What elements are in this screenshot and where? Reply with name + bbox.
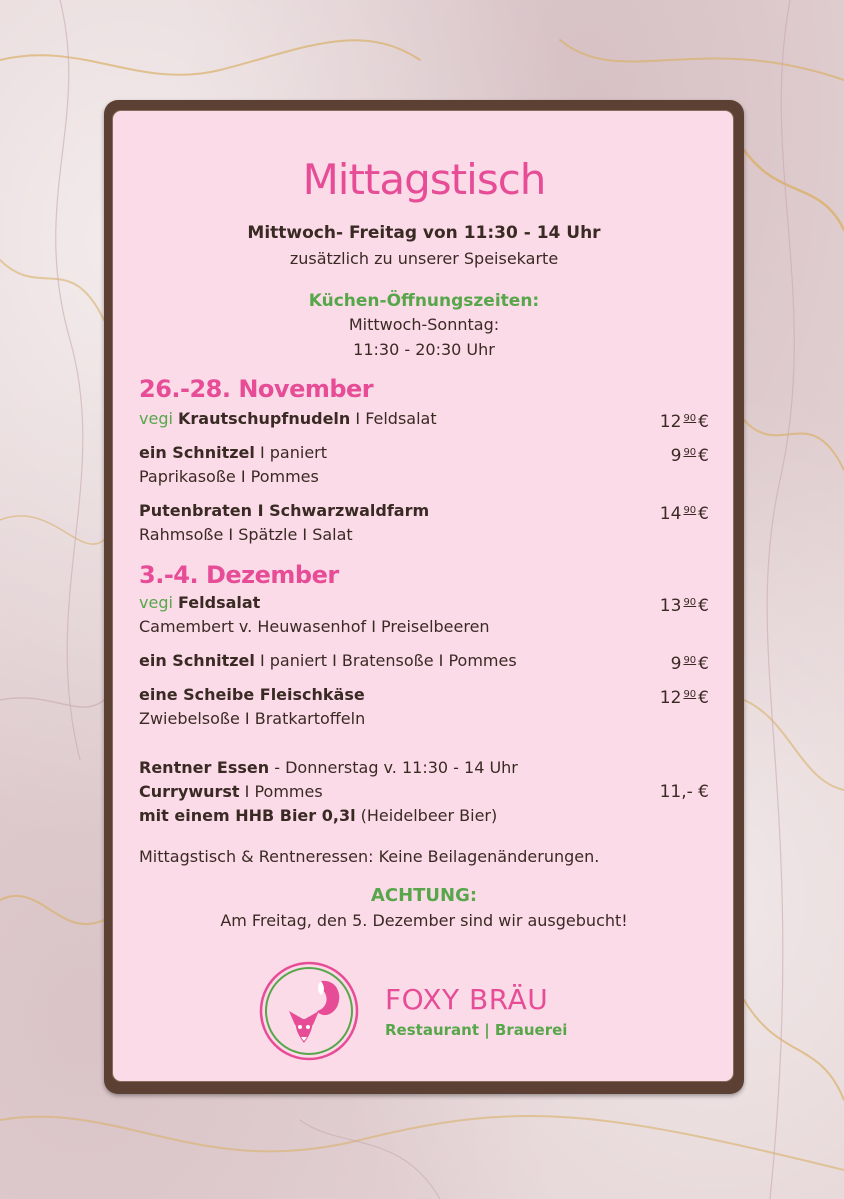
rentner-extra-note: (Heidelbeer Bier) [355, 806, 498, 825]
dish-sides: I Feldsalat [350, 409, 437, 428]
dish-price: 12 $^{90}$ € [659, 412, 709, 432]
page-title: Mittagstisch [302, 155, 546, 204]
dish-description: Camembert v. Heuwasenhof I Preiselbeeren [139, 617, 490, 636]
kitchen-hours-heading: Küchen-Öffnungszeiten: [308, 291, 540, 311]
achtung-heading: ACHTUNG: [370, 885, 478, 906]
dish-sides: I Pommes [239, 782, 323, 801]
dish-name: Krautschupfnudeln [178, 409, 351, 428]
dish-name: Feldsalat [178, 593, 261, 612]
dish-description: Paprikasoße I Pommes [139, 467, 319, 486]
dish-price: 9 $^{90}$ € [670, 446, 709, 466]
dish-price: 12 $^{90}$ € [659, 688, 709, 708]
menu-item [139, 683, 709, 731]
rentner-hours: - Donnerstag v. 11:30 - 14 Uhr [269, 758, 518, 777]
dish-price: 9 $^{90}$ € [670, 654, 709, 674]
dish-name: Currywurst [139, 782, 240, 801]
dish-price: 14 $^{90}$ € [659, 504, 709, 524]
dish-name: ein Schnitzel [139, 651, 255, 670]
kitchen-days: Mittwoch-Sonntag: [348, 315, 500, 334]
dish-price: 13 $^{90}$ € [659, 596, 709, 616]
kitchen-hours: 11:30 - 20:30 Uhr [353, 340, 495, 359]
dish-price: 11,- € [659, 782, 709, 802]
menu-item [139, 407, 709, 431]
rentner-extra: mit einem HHB Bier 0,3l [139, 806, 356, 825]
vegi-label: vegi [139, 409, 178, 428]
menu-card [112, 110, 734, 1082]
menu-item [139, 649, 709, 673]
dish-name: eine Scheibe Fleischkäse [139, 685, 365, 704]
lunch-hours: Mittwoch- Freitag von 11:30 - 14 Uhr [247, 223, 601, 243]
brand-subtitle: Restaurant | Brauerei [385, 1021, 568, 1039]
fox-logo-icon [259, 961, 359, 1061]
week2-date: 3.-4. Dezember [139, 561, 339, 589]
dish-name: ein Schnitzel [139, 443, 255, 462]
brand-name: FOXY BRÄU [385, 983, 549, 1016]
rentner-heading: Rentner Essen [139, 758, 270, 777]
dish-sides: I paniert [254, 443, 328, 462]
no-changes-note: Mittagstisch & Rentneressen: Keine Beilagenänderungen. [139, 847, 600, 866]
dish-description: Rahmsoße I Spätzle I Salat [139, 525, 353, 544]
week1-date: 26.-28. November [139, 375, 374, 403]
menu-item [139, 441, 709, 489]
menu-item [139, 499, 709, 547]
dish-sides: I paniert I Bratensoße I Pommes [254, 651, 517, 670]
rentner-section [139, 756, 709, 828]
vegi-label: vegi [139, 593, 178, 612]
dish-name: Putenbraten I Schwarzwaldfarm [139, 501, 430, 520]
menu-item [139, 591, 709, 639]
achtung-text: Am Freitag, den 5. Dezember sind wir ausgebucht! [220, 911, 628, 930]
lunch-subline: zusätzlich zu unserer Speisekarte [289, 249, 559, 268]
dish-description: Zwiebelsoße I Bratkartoffeln [139, 709, 366, 728]
